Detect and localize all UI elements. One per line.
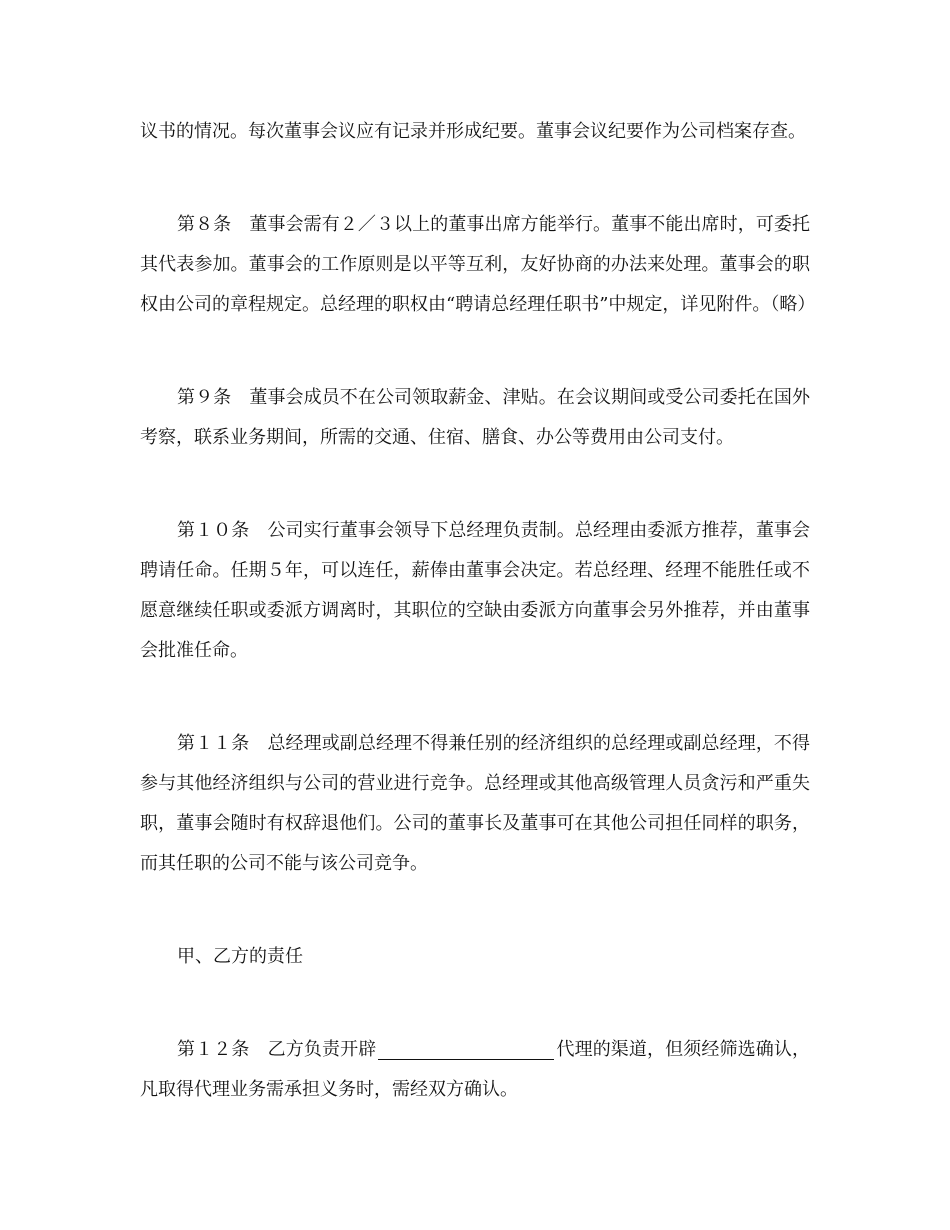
- section-heading: 甲、乙方的责任: [177, 946, 303, 967]
- article-9: 第９条 董事会成员不在公司领取薪金、津贴。在会议期间或受公司委托在国外考察，联系业务期间，所需的交通、住宿、膳食、办公等费用由公司支付。: [140, 387, 810, 448]
- paragraph-gap: [140, 458, 810, 511]
- paragraph-continuation: 议书的情况。每次董事会议应有记录并形成纪要。董事会议纪要作为公司档案存查。: [140, 121, 806, 142]
- paragraph-gap: [140, 884, 810, 937]
- fill-in-blank: [378, 1037, 554, 1060]
- article-11: 第１１条 总经理或副总经理不得兼任别的经济组织的总经理或副总经理，不得参与其他经济组织与公司的营业进行竞争。总经理或其他高级管理人员贪污和严重失职，董事会随时有权辞退他们。公司的董事长及董事可在其他公司担任同样的职务，而其任职的公司不能与该公司竞争。: [140, 733, 810, 874]
- article-12-text-after: 代理的渠道，但须经筛选确认，凡取得代理业务需承担义务时，需经双方确认。: [140, 1039, 811, 1100]
- article-12-text-before: 第１２条 乙方负责开辟: [177, 1039, 377, 1060]
- article-12: [140, 1030, 810, 1110]
- paragraph-gap: [140, 325, 810, 378]
- paragraph-gap: [140, 671, 810, 724]
- paragraph-gap: [140, 152, 810, 205]
- article-10: 第１０条 公司实行董事会领导下总经理负责制。总经理由委派方推荐，董事会聘请任命。任期５年，可以连任，薪俸由董事会决定。若总经理、经理不能胜任或不愿意继续任职或委派方调离时，其职位的空缺由委派方向董事会另外推荐，并由董事会批准任命。: [140, 520, 810, 661]
- article-8: 第８条 董事会需有２／３以上的董事出席方能举行。董事不能出席时，可委托其代表参加。董事会的工作原则是以平等互利，友好协商的办法来处理。董事会的职权由公司的章程规定。总经理的职权由“聘请总经理任职书”中规定，详见附件。（略）: [140, 214, 816, 315]
- paragraph-gap: [140, 977, 810, 1030]
